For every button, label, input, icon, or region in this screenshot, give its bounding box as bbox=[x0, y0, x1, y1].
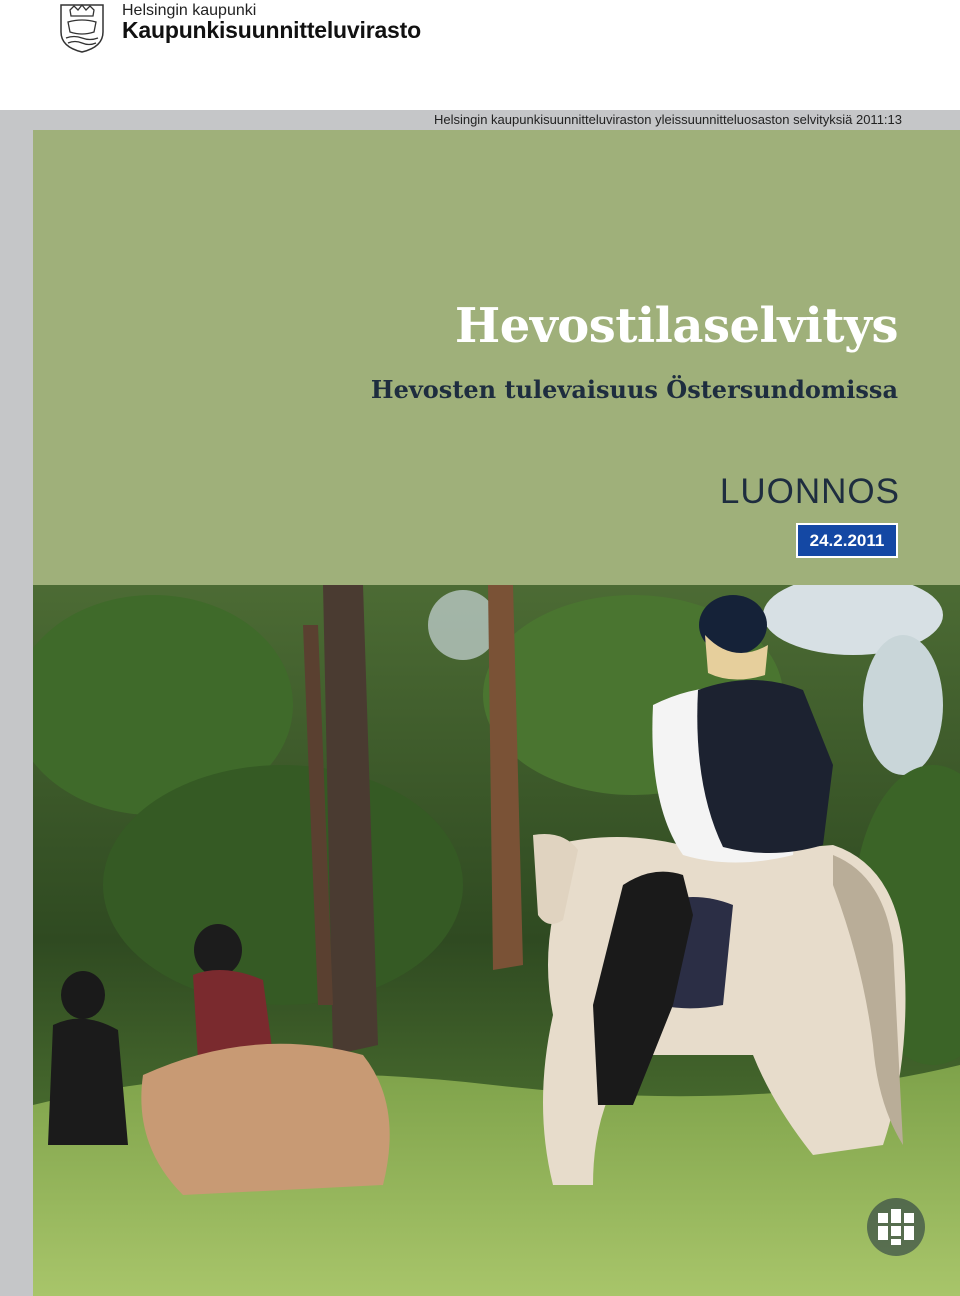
city-logo-icon bbox=[866, 1197, 926, 1257]
title-panel bbox=[33, 130, 960, 585]
page-header bbox=[0, 0, 960, 110]
cover-subtitle: Hevosten tulevaisuus Östersundomissa bbox=[370, 375, 898, 404]
left-margin-bar bbox=[0, 130, 33, 1296]
series-line: Helsingin kaupunkisuunnitteluviraston yleissuunnitteluosaston selvityksiä 2011:13 bbox=[433, 112, 902, 127]
date-badge: 24.2.2011 bbox=[796, 523, 898, 558]
helsinki-crest-icon bbox=[58, 2, 106, 54]
cover-title: Hevostilaselvitys bbox=[454, 298, 898, 354]
org-city: Helsingin kaupunki bbox=[122, 2, 257, 19]
horse-riding-photo bbox=[33, 585, 960, 1296]
org-department: Kaupunkisuunnitteluvirasto bbox=[122, 17, 421, 43]
draft-status: LUONNOS bbox=[719, 472, 900, 511]
